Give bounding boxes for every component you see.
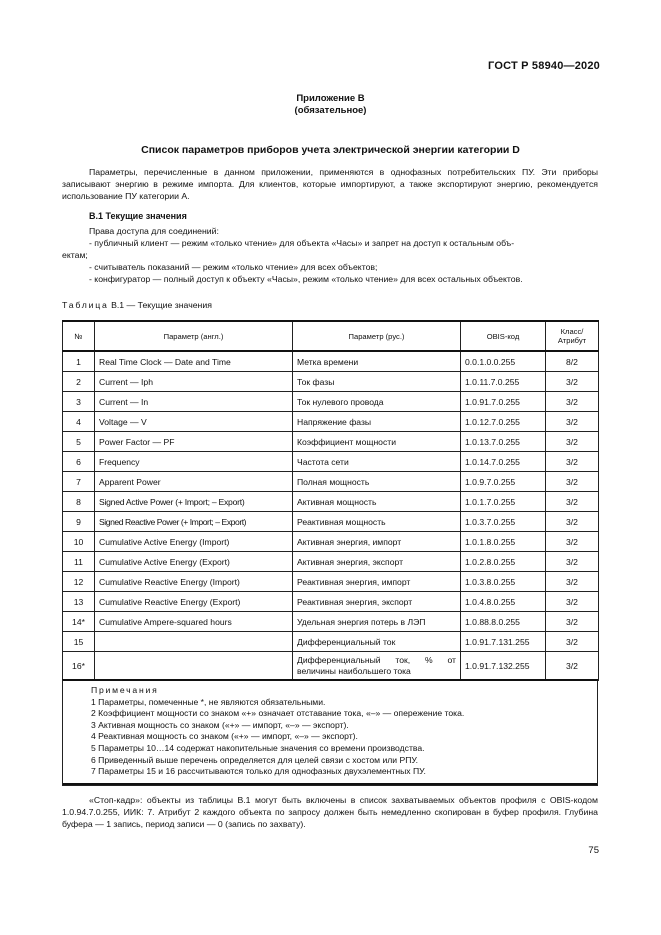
cell-obis: 1.0.1.8.0.255: [461, 532, 546, 552]
page-title: Список параметров приборов учета электрической энергии категории D: [141, 144, 520, 156]
cell-num: 4: [63, 412, 95, 432]
closing-paragraph: [62, 794, 598, 830]
cell-obis: 0.0.1.0.0.255: [461, 351, 546, 372]
header-num: №: [63, 321, 95, 351]
cell-num: 7: [63, 472, 95, 492]
note-item: 2 Коэффициент мощности со знаком «+» означает отставание тока, «–» — опережение тока.: [91, 708, 465, 719]
cell-param-ru: Ток нулевого провода: [293, 392, 461, 412]
table-row: [63, 532, 599, 552]
cell-class: 3/2: [546, 532, 599, 552]
table-caption-prefix: Таблица: [62, 300, 109, 310]
cell-param-en: Signed Active Power (+ Import; – Export): [95, 492, 293, 512]
table-row: [63, 592, 599, 612]
cell-class: 3/2: [546, 552, 599, 572]
cell-num: 8: [63, 492, 95, 512]
cell-class: 3/2: [546, 452, 599, 472]
cell-param-ru: Ток фазы: [293, 372, 461, 392]
cell-class: 3/2: [546, 572, 599, 592]
cell-param-ru: Активная энергия, импорт: [293, 532, 461, 552]
table-row: [63, 432, 599, 452]
cell-param-en: Current — Iph: [95, 372, 293, 392]
cell-param-ru: Активная энергия, экспорт: [293, 552, 461, 572]
access-item-1-cont: ектам;: [62, 250, 88, 260]
cell-param-en: Cumulative Ampere-squared hours: [95, 612, 293, 632]
table-row: [63, 412, 599, 432]
cell-class: 3/2: [546, 492, 599, 512]
table-row: [63, 652, 599, 681]
cell-obis: 1.0.3.7.0.255: [461, 512, 546, 532]
header-class-line2: Атрибут: [557, 336, 587, 345]
cell-class: 3/2: [546, 392, 599, 412]
cell-param-ru: Реактивная мощность: [293, 512, 461, 532]
cell-param-en: [95, 652, 293, 681]
cell-param-ru: Коэффициент мощности: [293, 432, 461, 452]
cell-param-ru: Удельная энергия потерь в ЛЭП: [293, 612, 461, 632]
cell-num: 3: [63, 392, 95, 412]
table-row: [63, 612, 599, 632]
cell-num: 9: [63, 512, 95, 532]
note-item: 1 Параметры, помеченные *, не являются обязательными.: [91, 696, 326, 707]
cell-class: 3/2: [546, 612, 599, 632]
cell-class: 3/2: [546, 652, 599, 681]
cell-obis: 1.0.4.8.0.255: [461, 592, 546, 612]
cell-class: 3/2: [546, 432, 599, 452]
cell-num: 10: [63, 532, 95, 552]
cell-param-en: Cumulative Active Energy (Export): [95, 552, 293, 572]
section-heading: В.1 Текущие значения: [89, 211, 187, 221]
cell-obis: 1.0.91.7.0.255: [461, 392, 546, 412]
table-caption-text: В.1 — Текущие значения: [108, 300, 212, 310]
note-item: 5 Параметры 10…14 содержат накопительные значения со времени производства.: [91, 742, 425, 753]
cell-param-en: Voltage — V: [95, 412, 293, 432]
cell-obis: 1.0.11.7.0.255: [461, 372, 546, 392]
note-item: 3 Активная мощность со знаком («+» — импорт, «–» — экспорт).: [91, 719, 349, 730]
cell-num: 1: [63, 351, 95, 372]
cell-class: 3/2: [546, 632, 599, 652]
table-notes: [62, 679, 598, 786]
cell-param-en: Cumulative Reactive Energy (Export): [95, 592, 293, 612]
table-row: [63, 552, 599, 572]
cell-obis: 1.0.3.8.0.255: [461, 572, 546, 592]
table-row: [63, 632, 599, 652]
cell-num: 13: [63, 592, 95, 612]
cell-obis: 1.0.2.8.0.255: [461, 552, 546, 572]
cell-param-en: Current — In: [95, 392, 293, 412]
cell-obis: 1.0.13.7.0.255: [461, 432, 546, 452]
cell-num: 14*: [63, 612, 95, 632]
notes-heading: Примечания: [91, 685, 159, 695]
cell-obis: 1.0.14.7.0.255: [461, 452, 546, 472]
cell-class: 3/2: [546, 372, 599, 392]
appendix-status: (обязательное): [294, 105, 367, 116]
cell-param-ru: Напряжение фазы: [293, 412, 461, 432]
parameters-table: [62, 320, 599, 681]
cell-param-ru: [293, 652, 461, 681]
cell-param-ru: Частота сети: [293, 452, 461, 472]
cell-num: 12: [63, 572, 95, 592]
cell-param-en: [95, 632, 293, 652]
cell-param-ru: Реактивная энергия, экспорт: [293, 592, 461, 612]
cell-param-en: Frequency: [95, 452, 293, 472]
table-header-row: [63, 321, 599, 351]
cell-obis: 1.0.9.7.0.255: [461, 472, 546, 492]
cell-obis: 1.0.1.7.0.255: [461, 492, 546, 512]
cell-class: 3/2: [546, 472, 599, 492]
cell-param-ru: Полная мощность: [293, 472, 461, 492]
closing-text: «Стоп-кадр»: объекты из таблицы В.1 могут быть включены в список захватываемых объектов профиля с OBIS-кодом 1.0.94.7.0.255, ИИК: 7. Атрибут 2 каждого объекта по запросу должен быть немедленно скопирован в буфер профиля. Глубина буфера — 1 запись, период записи — 0 (запись по захвату).: [62, 795, 598, 829]
note-item: 7 Параметры 15 и 16 рассчитываются только для однофазных двухэлементных ПУ.: [91, 766, 426, 777]
cell-num: 15: [63, 632, 95, 652]
cell-obis: 1.0.12.7.0.255: [461, 412, 546, 432]
cell-param-ru: Активная мощность: [293, 492, 461, 512]
cell-param-en: Cumulative Active Energy (Import): [95, 532, 293, 552]
cell-param-en: Cumulative Reactive Energy (Import): [95, 572, 293, 592]
header-class-line1: Класс/: [560, 327, 584, 336]
cell-param-en: Power Factor — PF: [95, 432, 293, 452]
cell-param-ru: Дифференциальный ток: [293, 632, 461, 652]
table-row: [63, 452, 599, 472]
table-row: [63, 512, 599, 532]
cell-param-en: Real Time Clock — Date and Time: [95, 351, 293, 372]
page-number: 75: [588, 845, 599, 856]
cell-param-ru: Реактивная энергия, импорт: [293, 572, 461, 592]
note-item: 6 Приведенный выше перечень определяется для целей связи с хостом или РПУ.: [91, 754, 419, 765]
note-item: 4 Реактивная мощность со знаком («+» — импорт, «–» — экспорт).: [91, 731, 358, 742]
cell-obis: 1.0.91.7.132.255: [461, 652, 546, 681]
cell-class: 3/2: [546, 592, 599, 612]
cell-num: 16*: [63, 652, 95, 681]
header-param-en: Параметр (англ.): [95, 321, 293, 351]
appendix-label: Приложение В: [296, 93, 365, 104]
table-row: [63, 372, 599, 392]
cell-num: 2: [63, 372, 95, 392]
cell-param-ru-line1: Дифференциальный ток, % от: [297, 655, 456, 665]
header-obis: OBIS-код: [461, 321, 546, 351]
header-class: [546, 321, 599, 351]
cell-param-en: Signed Reactive Power (+ Import; – Export): [95, 512, 293, 532]
table-row: [63, 392, 599, 412]
table-row: [63, 351, 599, 372]
cell-param-ru: Метка времени: [293, 351, 461, 372]
cell-class: 8/2: [546, 351, 599, 372]
table-row: [63, 472, 599, 492]
cell-class: 3/2: [546, 412, 599, 432]
access-item-1: - публичный клиент — режим «только чтение» для объекта «Часы» и запрет на доступ к остальным объ-: [89, 238, 515, 248]
header-param-ru: Параметр (рус.): [293, 321, 461, 351]
access-item-2: - считыватель показаний — режим «только чтение» для всех объектов;: [89, 262, 378, 272]
cell-num: 6: [63, 452, 95, 472]
cell-param-ru-line2: величины наибольшего тока: [297, 666, 411, 676]
table-row: [63, 492, 599, 512]
access-item-3: - конфигуратор — полный доступ к объекту «Часы», режим «только чтение» для всех остальных объектов.: [89, 274, 523, 284]
cell-obis: 1.0.91.7.131.255: [461, 632, 546, 652]
cell-num: 5: [63, 432, 95, 452]
access-title: Права доступа для соединений:: [89, 226, 219, 236]
intro-paragraph: [62, 166, 598, 202]
cell-num: 11: [63, 552, 95, 572]
table-row: [63, 572, 599, 592]
notes-bottom-rule: [63, 783, 597, 785]
standard-number: ГОСТ Р 58940—2020: [488, 60, 600, 72]
cell-param-en: Apparent Power: [95, 472, 293, 492]
table-caption: [62, 300, 212, 310]
intro-text: Параметры, перечисленные в данном приложении, применяются в однофазных потребительских ПУ. Эти приборы записывают энергию в режиме импорта. Для клиентов, которые импортируют, а также экспортируют энергию, рекомендуется использование ПУ категории А.: [62, 167, 598, 201]
cell-class: 3/2: [546, 512, 599, 532]
cell-obis: 1.0.88.8.0.255: [461, 612, 546, 632]
